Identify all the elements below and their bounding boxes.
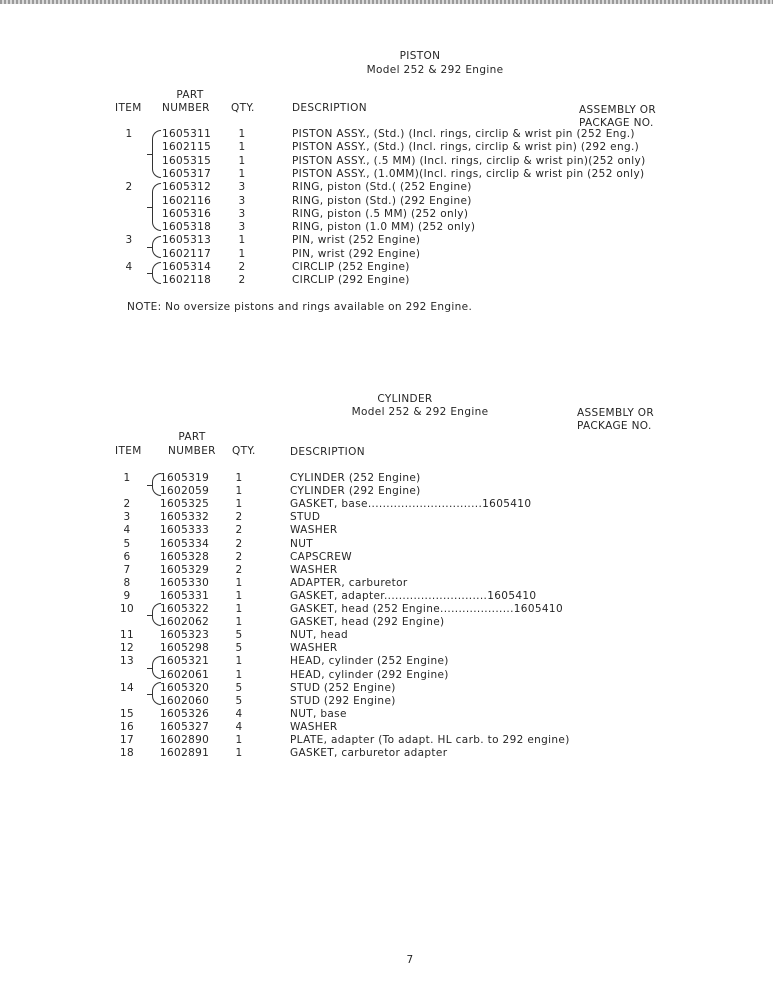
part-description: NUT, base	[290, 707, 347, 720]
item-number: 18	[119, 747, 135, 760]
quantity: 4	[235, 720, 243, 733]
item-number: 6	[123, 550, 131, 563]
item-number: 2	[123, 498, 131, 511]
quantity: 1	[238, 234, 246, 247]
piston-header-number: NUMBER	[162, 102, 210, 114]
piston-group-bracket-1	[152, 130, 161, 178]
part-number: 1605331	[160, 589, 210, 602]
part-description: ADAPTER, carburetor	[290, 576, 408, 589]
quantity: 5	[235, 629, 243, 642]
piston-header-part: PART	[176, 89, 204, 101]
quantity: 3	[238, 207, 246, 220]
part-number: 1605312	[162, 181, 212, 194]
item-number: 10	[119, 603, 135, 615]
part-description: PISTON ASSY., (Std.) (Incl. rings, circlip & wrist pin) (292 eng.)	[292, 141, 640, 154]
part-number: 1605328	[160, 550, 210, 563]
page-number: 7	[406, 954, 414, 966]
part-description: CIRCLIP (252 Engine)	[292, 261, 410, 273]
part-description: RING, piston (Std.( (252 Engine)	[292, 181, 472, 194]
part-number: 1605318	[162, 221, 212, 234]
cylinder-group-bracket-1	[152, 473, 161, 496]
part-description: STUD (252 Engine)	[290, 681, 396, 694]
part-description: STUD	[290, 511, 321, 524]
part-description: WASHER	[290, 563, 338, 576]
item-number: 13	[119, 655, 135, 668]
item-number: 8	[123, 576, 131, 589]
cylinder-header-assembly: ASSEMBLY OR	[577, 407, 655, 419]
piston-group-bracket-2	[152, 183, 161, 231]
quantity: 1	[238, 128, 246, 140]
part-description: CYLINDER (252 Engine)	[290, 472, 421, 484]
cylinder-subtitle: Model 252 & 292 Engine	[351, 406, 489, 418]
quantity: 1	[235, 734, 243, 746]
part-description: WASHER	[290, 642, 338, 655]
item-number: 17	[119, 734, 135, 746]
part-description: RING, piston (Std.) (292 Engine)	[292, 194, 472, 207]
item-number: 4	[125, 261, 133, 273]
part-number: 1605323	[160, 629, 210, 642]
part-description: CAPSCREW	[290, 550, 352, 563]
quantity: 5	[235, 681, 243, 694]
part-number: 1605326	[160, 707, 210, 720]
quantity: 1	[235, 603, 243, 615]
cylinder-header-description: DESCRIPTION	[290, 446, 365, 458]
part-description: PIN, wrist (252 Engine)	[292, 234, 421, 247]
part-number: 1602062	[160, 616, 210, 629]
item-number: 1	[123, 472, 131, 484]
piston-note: NOTE: No oversize pistons and rings available on 292 Engine.	[127, 301, 473, 313]
part-number: 1602116	[162, 194, 212, 207]
part-description: GASKET, head (292 Engine)	[290, 616, 445, 629]
part-number: 1605334	[160, 537, 210, 550]
quantity: 1	[235, 668, 243, 681]
part-number: 1605320	[160, 681, 210, 694]
part-number: 1602891	[160, 747, 210, 760]
cylinder-header-package: PACKAGE NO.	[577, 420, 652, 432]
part-description: WASHER	[290, 524, 338, 537]
cylinder-group-bracket-14	[152, 682, 161, 705]
part-number: 1602118	[162, 274, 212, 287]
part-description: GASKET, adapter............................1605410	[290, 589, 537, 602]
piston-header-assembly: ASSEMBLY OR	[579, 104, 657, 116]
item-number: 5	[123, 537, 131, 550]
part-number: 1605298	[160, 642, 210, 655]
quantity: 1	[235, 747, 243, 760]
part-description: WASHER	[290, 720, 338, 733]
quantity: 1	[235, 576, 243, 589]
part-description: PISTON ASSY., (.5 MM) (Incl. rings, circlip & wrist pin)(252 only)	[292, 154, 646, 167]
item-number: 11	[119, 629, 135, 642]
part-number: 1605319	[160, 472, 210, 484]
item-number: 12	[119, 642, 135, 655]
quantity: 1	[235, 498, 243, 511]
quantity: 1	[235, 485, 243, 498]
piston-header-description: DESCRIPTION	[292, 102, 367, 114]
quantity: 1	[238, 167, 246, 180]
part-description: RING, piston (.5 MM) (252 only)	[292, 207, 469, 220]
part-description: PISTON ASSY., (Std.) (Incl. rings, circlip & wrist pin (252 Eng.)	[292, 128, 635, 140]
cylinder-group-bracket-13	[152, 656, 161, 679]
quantity: 1	[238, 141, 246, 154]
part-number: 1605315	[162, 154, 212, 167]
part-number: 1605329	[160, 563, 210, 576]
quantity: 2	[235, 563, 243, 576]
part-description: STUD (292 Engine)	[290, 694, 396, 707]
part-description: CYLINDER (292 Engine)	[290, 485, 421, 498]
quantity: 3	[238, 181, 246, 194]
item-number: 15	[119, 707, 135, 720]
quantity: 2	[235, 537, 243, 550]
piston-subtitle: Model 252 & 292 Engine	[366, 64, 504, 76]
quantity: 1	[238, 154, 246, 167]
part-number: 1605327	[160, 720, 210, 733]
part-number: 1602059	[160, 485, 210, 498]
part-number: 1605325	[160, 498, 210, 511]
part-number: 1605330	[160, 576, 210, 589]
quantity: 2	[238, 261, 246, 273]
part-number: 1605317	[162, 167, 212, 180]
part-number: 1605313	[162, 234, 212, 247]
quantity: 5	[235, 694, 243, 707]
piston-header-qty: QTY.	[231, 102, 255, 114]
part-number: 1602117	[162, 247, 212, 260]
quantity: 1	[235, 472, 243, 484]
piston-group-bracket-4	[152, 262, 161, 284]
piston-title: PISTON	[399, 50, 441, 62]
item-number: 9	[123, 589, 131, 602]
part-description: CIRCLIP (292 Engine)	[292, 274, 410, 287]
cylinder-group-bracket-10	[152, 603, 161, 626]
quantity: 2	[235, 550, 243, 563]
piston-header-item: ITEM	[115, 102, 142, 114]
item-number: 7	[123, 563, 131, 576]
quantity: 1	[235, 655, 243, 668]
cylinder-title: CYLINDER	[377, 393, 433, 405]
quantity: 1	[238, 247, 246, 260]
part-description: NUT	[290, 537, 314, 550]
quantity: 2	[235, 511, 243, 524]
part-number: 1605311	[162, 128, 212, 140]
quantity: 5	[235, 642, 243, 655]
quantity: 3	[238, 194, 246, 207]
quantity: 1	[235, 616, 243, 629]
part-description: GASKET, head (252 Engine....................1605410	[290, 603, 563, 615]
item-number: 4	[123, 524, 131, 537]
part-number: 1602115	[162, 141, 212, 154]
part-description: HEAD, cylinder (252 Engine)	[290, 655, 449, 668]
item-number: 14	[119, 681, 135, 694]
scan-top-border	[0, 0, 773, 4]
part-number: 1605322	[160, 603, 210, 615]
part-description: GASKET, carburetor adapter	[290, 747, 448, 760]
part-number: 1602061	[160, 668, 210, 681]
part-number: 1602060	[160, 694, 210, 707]
piston-header-package: PACKAGE NO.	[579, 117, 654, 129]
part-description: GASKET, base...............................1605410	[290, 498, 532, 511]
item-number: 1	[125, 128, 133, 140]
part-description: PISTON ASSY., (1.0MM)(Incl. rings, circlip & wrist pin (252 only)	[292, 167, 645, 180]
item-number: 3	[125, 234, 133, 247]
part-number: 1605332	[160, 511, 210, 524]
part-description: HEAD, cylinder (292 Engine)	[290, 668, 449, 681]
part-description: RING, piston (1.0 MM) (252 only)	[292, 221, 476, 234]
part-number: 1605314	[162, 261, 212, 273]
item-number: 2	[125, 181, 133, 194]
quantity: 2	[238, 274, 246, 287]
part-number: 1602890	[160, 734, 210, 746]
cylinder-header-part: PART	[178, 431, 206, 443]
quantity: 1	[235, 589, 243, 602]
cylinder-header-number: NUMBER	[168, 445, 216, 457]
part-description: NUT, head	[290, 629, 348, 642]
part-description: PIN, wrist (292 Engine)	[292, 247, 421, 260]
item-number: 3	[123, 511, 131, 524]
part-number: 1605321	[160, 655, 210, 668]
cylinder-header-item: ITEM	[115, 445, 142, 457]
piston-group-bracket-3	[152, 236, 161, 258]
part-description: PLATE, adapter (To adapt. HL carb. to 292 engine)	[290, 734, 570, 746]
quantity: 4	[235, 707, 243, 720]
quantity: 2	[235, 524, 243, 537]
part-number: 1605333	[160, 524, 210, 537]
part-number: 1605316	[162, 207, 212, 220]
item-number: 16	[119, 720, 135, 733]
cylinder-header-qty: QTY.	[232, 445, 256, 457]
quantity: 3	[238, 221, 246, 234]
